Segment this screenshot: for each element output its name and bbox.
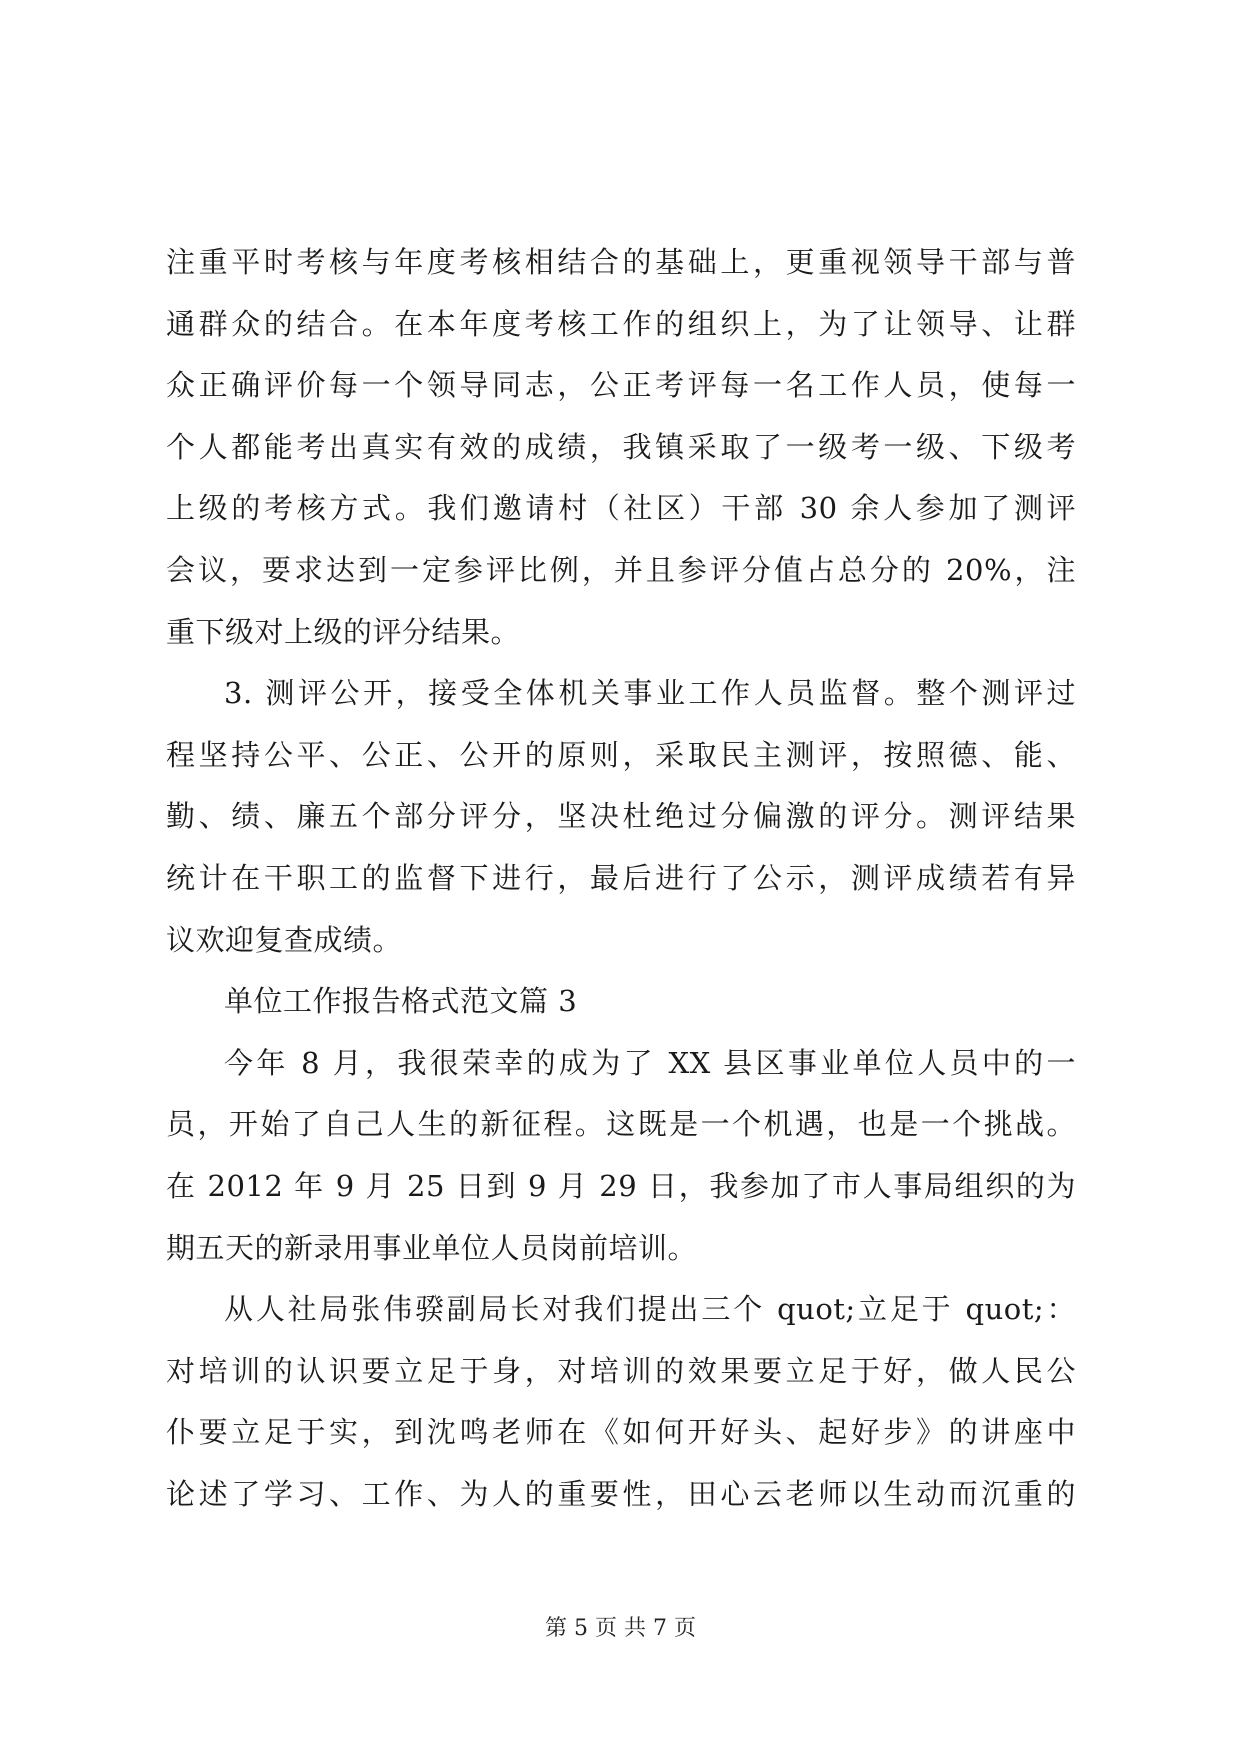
text-line: 员，开始了自己人生的新征程。这既是一个机遇，也是一个挑战。 <box>166 1107 1076 1142</box>
text-line: 今年 8 月，我很荣幸的成为了 XX 县区事业单位人员中的一 <box>224 1045 1076 1080</box>
text-line: 注重平时考核与年度考核相结合的基础上，更重视领导干部与普 <box>166 245 1076 279</box>
text-line: 会议，要求达到一定参评比例，并且参评分值占总分的 20%，注 <box>166 552 1076 587</box>
text-line: 勤、绩、廉五个部分评分，坚决杜绝过分偏激的评分。测评结果 <box>166 799 1076 834</box>
text-line: 程坚持公平、公正、公开的原则，采取民主测评，按照德、能、 <box>166 737 1076 772</box>
text-line: 众正确评价每一个领导同志，公正考评每一名工作人员，使每一 <box>166 368 1076 403</box>
text-line: 议欢迎复查成绩。 <box>166 922 403 957</box>
text-line: 重下级对上级的评分结果。 <box>166 614 521 649</box>
text-line: 统计在干职工的监督下进行，最后进行了公示，测评成绩若有异 <box>166 860 1076 895</box>
text-line: 从人社局张伟骙副局长对我们提出三个 quot;立足于 quot;： <box>224 1292 1076 1327</box>
text-line: 仆要立足于实，到沈鸣老师在《如何开好头、起好步》的讲座中 <box>166 1415 1076 1450</box>
text-line: 3. 测评公开，接受全体机关事业工作人员监督。整个测评过 <box>224 676 1076 711</box>
text-line: 对培训的认识要立足于身，对培训的效果要立足于好，做人民公 <box>166 1353 1076 1388</box>
text-line: 上级的考核方式。我们邀请村（社区）干部 30 余人参加了测评 <box>166 491 1076 526</box>
page-footer: 第 5 页 共 7 页 <box>545 1616 696 1641</box>
text-line: 期五天的新录用事业单位人员岗前培训。 <box>166 1230 698 1265</box>
document-body <box>166 232 1076 1525</box>
text-line: 单位工作报告格式范文篇 3 <box>224 984 578 1019</box>
text-line: 通群众的结合。在本年度考核工作的组织上，为了让领导、让群 <box>166 306 1076 341</box>
text-line: 个人都能考出真实有效的成绩，我镇采取了一级考一级、下级考 <box>166 429 1076 464</box>
text-line: 在 2012 年 9 月 25 日到 9 月 29 日，我参加了市人事局组织的为 <box>166 1168 1076 1203</box>
text-line: 论述了学习、工作、为人的重要性，田心云老师以生动而沉重的 <box>166 1476 1076 1511</box>
